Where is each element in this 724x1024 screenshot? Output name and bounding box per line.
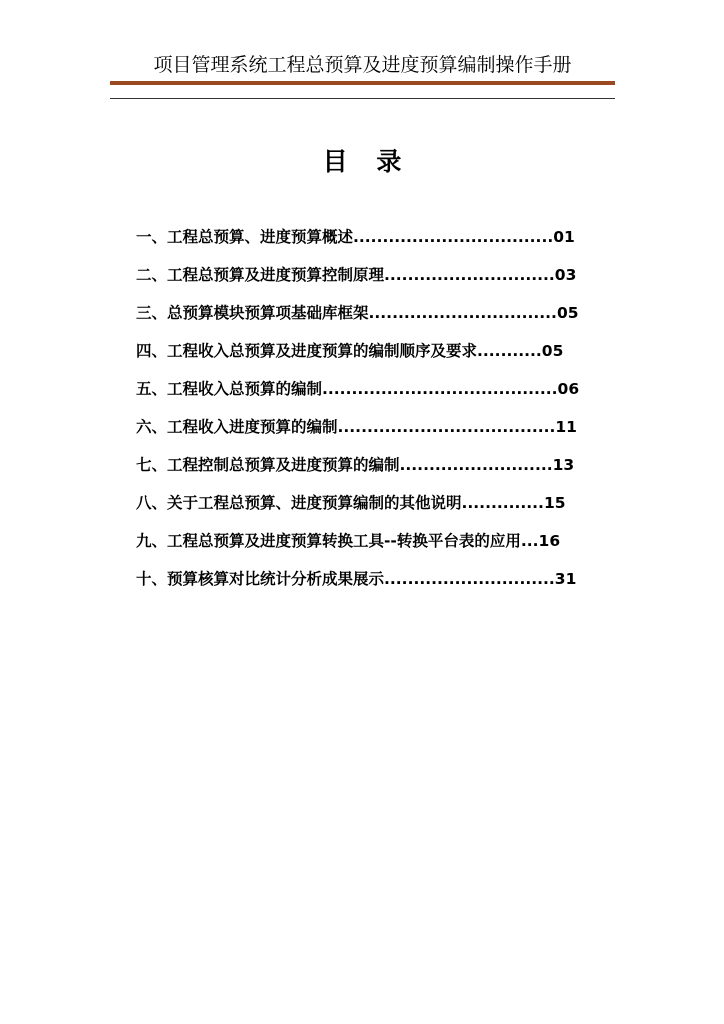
- toc-entry-text: 一、工程总预算、进度预算概述: [136, 228, 354, 246]
- toc-entry-text: 二、工程总预算及进度预算控制原理: [136, 266, 385, 284]
- toc-entry-text: 六、工程收入进度预算的编制: [136, 418, 338, 436]
- header-rule-thick: [110, 81, 615, 85]
- toc-entry-page: 05: [541, 342, 564, 360]
- toc-entry-page: 06: [557, 380, 580, 398]
- toc-entry[interactable]: [136, 302, 606, 340]
- toc-entry-page: 11: [555, 418, 577, 436]
- toc-entry-text: 七、工程控制总预算及进度预算的编制: [136, 456, 400, 474]
- toc-entry-leader: ..............: [461, 494, 544, 512]
- toc-entry-page: 31: [554, 570, 577, 588]
- toc-entry-leader: .....................................: [337, 418, 556, 436]
- toc-entry[interactable]: [136, 378, 606, 416]
- toc-entry-leader: ...: [520, 532, 539, 550]
- toc-entry-page: 03: [554, 266, 577, 284]
- toc-entry-text: 三、总预算模块预算项基础库框架: [136, 304, 369, 322]
- toc-entry[interactable]: [136, 568, 606, 606]
- toc-entry-text: 五、工程收入总预算的编制: [136, 380, 323, 398]
- toc-list: [136, 226, 606, 606]
- toc-entry-page: 01: [553, 228, 575, 246]
- toc-entry-page: 16: [538, 532, 561, 550]
- toc-entry-leader: ........................................: [322, 380, 558, 398]
- toc-entry-leader: ..................................: [353, 228, 554, 246]
- toc-entry-leader: .............................: [384, 266, 555, 284]
- toc-entry-page: 05: [556, 304, 579, 322]
- toc-entry-leader: ................................: [368, 304, 557, 322]
- document-header-title: 项目管理系统工程总预算及进度预算编制操作手册: [153, 54, 572, 76]
- toc-entry-page: 15: [543, 494, 566, 512]
- toc-entry[interactable]: [136, 492, 606, 530]
- toc-entry-leader: .............................: [384, 570, 555, 588]
- toc-entry[interactable]: [136, 226, 606, 264]
- toc-entry-leader: ...........: [477, 342, 542, 360]
- toc-entry-page: 13: [552, 456, 575, 474]
- toc-entry-text: 八、关于工程总预算、进度预算编制的其他说明: [136, 494, 462, 512]
- toc-entry[interactable]: [136, 530, 606, 568]
- toc-entry[interactable]: [136, 264, 606, 302]
- toc-entry-text: 九、工程总预算及进度预算转换工具--转换平台表的应用: [136, 532, 521, 550]
- toc-entry-text: 四、工程收入总预算及进度预算的编制顺序及要求: [136, 342, 478, 360]
- toc-entry[interactable]: [136, 340, 606, 378]
- header-rule-thin: [110, 98, 615, 99]
- toc-entry-leader: ..........................: [399, 456, 553, 474]
- toc-entry[interactable]: [136, 416, 606, 454]
- toc-entry-text: 十、预算核算对比统计分析成果展示: [136, 570, 385, 588]
- toc-heading: 目 录: [322, 147, 412, 176]
- toc-entry[interactable]: [136, 454, 606, 492]
